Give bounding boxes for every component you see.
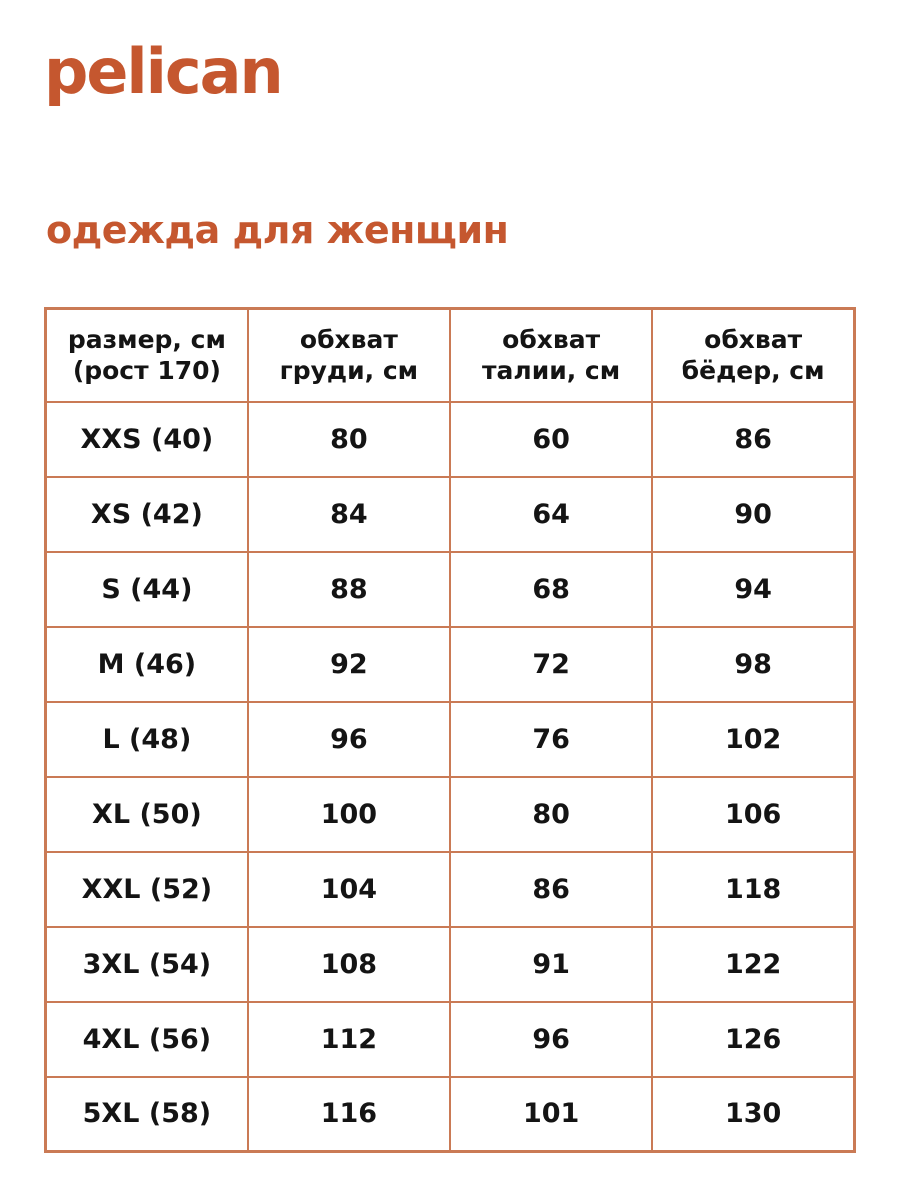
size-cell: L (48)	[46, 702, 248, 777]
hips-cell: 126	[652, 1002, 854, 1077]
hips-cell: 102	[652, 702, 854, 777]
waist-cell: 72	[450, 627, 652, 702]
table-row	[46, 402, 855, 477]
brand-logo: pelican	[44, 35, 282, 108]
column-header-size	[46, 309, 248, 402]
waist-cell: 60	[450, 402, 652, 477]
column-header-hips	[652, 309, 854, 402]
chest-cell: 108	[248, 927, 450, 1002]
size-cell: 4XL (56)	[46, 1002, 248, 1077]
table-row	[46, 477, 855, 552]
table-row	[46, 1002, 855, 1077]
chest-cell: 112	[248, 1002, 450, 1077]
table-body	[46, 402, 855, 1152]
column-header-chest	[248, 309, 450, 402]
hips-cell: 106	[652, 777, 854, 852]
waist-cell: 101	[450, 1077, 652, 1152]
column-header-waist	[450, 309, 652, 402]
header-line: обхват	[502, 325, 601, 354]
chest-cell: 92	[248, 627, 450, 702]
table-row	[46, 627, 855, 702]
waist-cell: 91	[450, 927, 652, 1002]
chest-cell: 104	[248, 852, 450, 927]
size-chart-table	[44, 307, 856, 1153]
hips-cell: 130	[652, 1077, 854, 1152]
size-cell: XL (50)	[46, 777, 248, 852]
size-cell: XXS (40)	[46, 402, 248, 477]
header-line: бёдер, см	[681, 356, 825, 386]
chest-cell: 96	[248, 702, 450, 777]
header-line: размер, см	[67, 325, 226, 354]
size-cell: XS (42)	[46, 477, 248, 552]
hips-cell: 86	[652, 402, 854, 477]
header-line: (рост 170)	[72, 356, 221, 386]
chest-cell: 84	[248, 477, 450, 552]
header-line: обхват	[704, 325, 803, 354]
waist-cell: 96	[450, 1002, 652, 1077]
waist-cell: 68	[450, 552, 652, 627]
chest-cell: 80	[248, 402, 450, 477]
chest-cell: 100	[248, 777, 450, 852]
chest-cell: 88	[248, 552, 450, 627]
size-cell: M (46)	[46, 627, 248, 702]
size-cell: S (44)	[46, 552, 248, 627]
waist-cell: 64	[450, 477, 652, 552]
table-row	[46, 702, 855, 777]
waist-cell: 86	[450, 852, 652, 927]
hips-cell: 90	[652, 477, 854, 552]
table-row	[46, 852, 855, 927]
page-title: одежда для женщин	[46, 208, 509, 252]
table-header-row	[46, 309, 855, 402]
table-row	[46, 927, 855, 1002]
table-row	[46, 777, 855, 852]
table-row	[46, 552, 855, 627]
hips-cell: 118	[652, 852, 854, 927]
waist-cell: 76	[450, 702, 652, 777]
size-cell: XXL (52)	[46, 852, 248, 927]
size-cell: 5XL (58)	[46, 1077, 248, 1152]
header-line: груди, см	[279, 356, 419, 386]
header-line: талии, см	[482, 356, 621, 386]
hips-cell: 94	[652, 552, 854, 627]
chest-cell: 116	[248, 1077, 450, 1152]
waist-cell: 80	[450, 777, 652, 852]
header-line: обхват	[299, 325, 398, 354]
hips-cell: 122	[652, 927, 854, 1002]
size-cell: 3XL (54)	[46, 927, 248, 1002]
hips-cell: 98	[652, 627, 854, 702]
table-row	[46, 1077, 855, 1152]
